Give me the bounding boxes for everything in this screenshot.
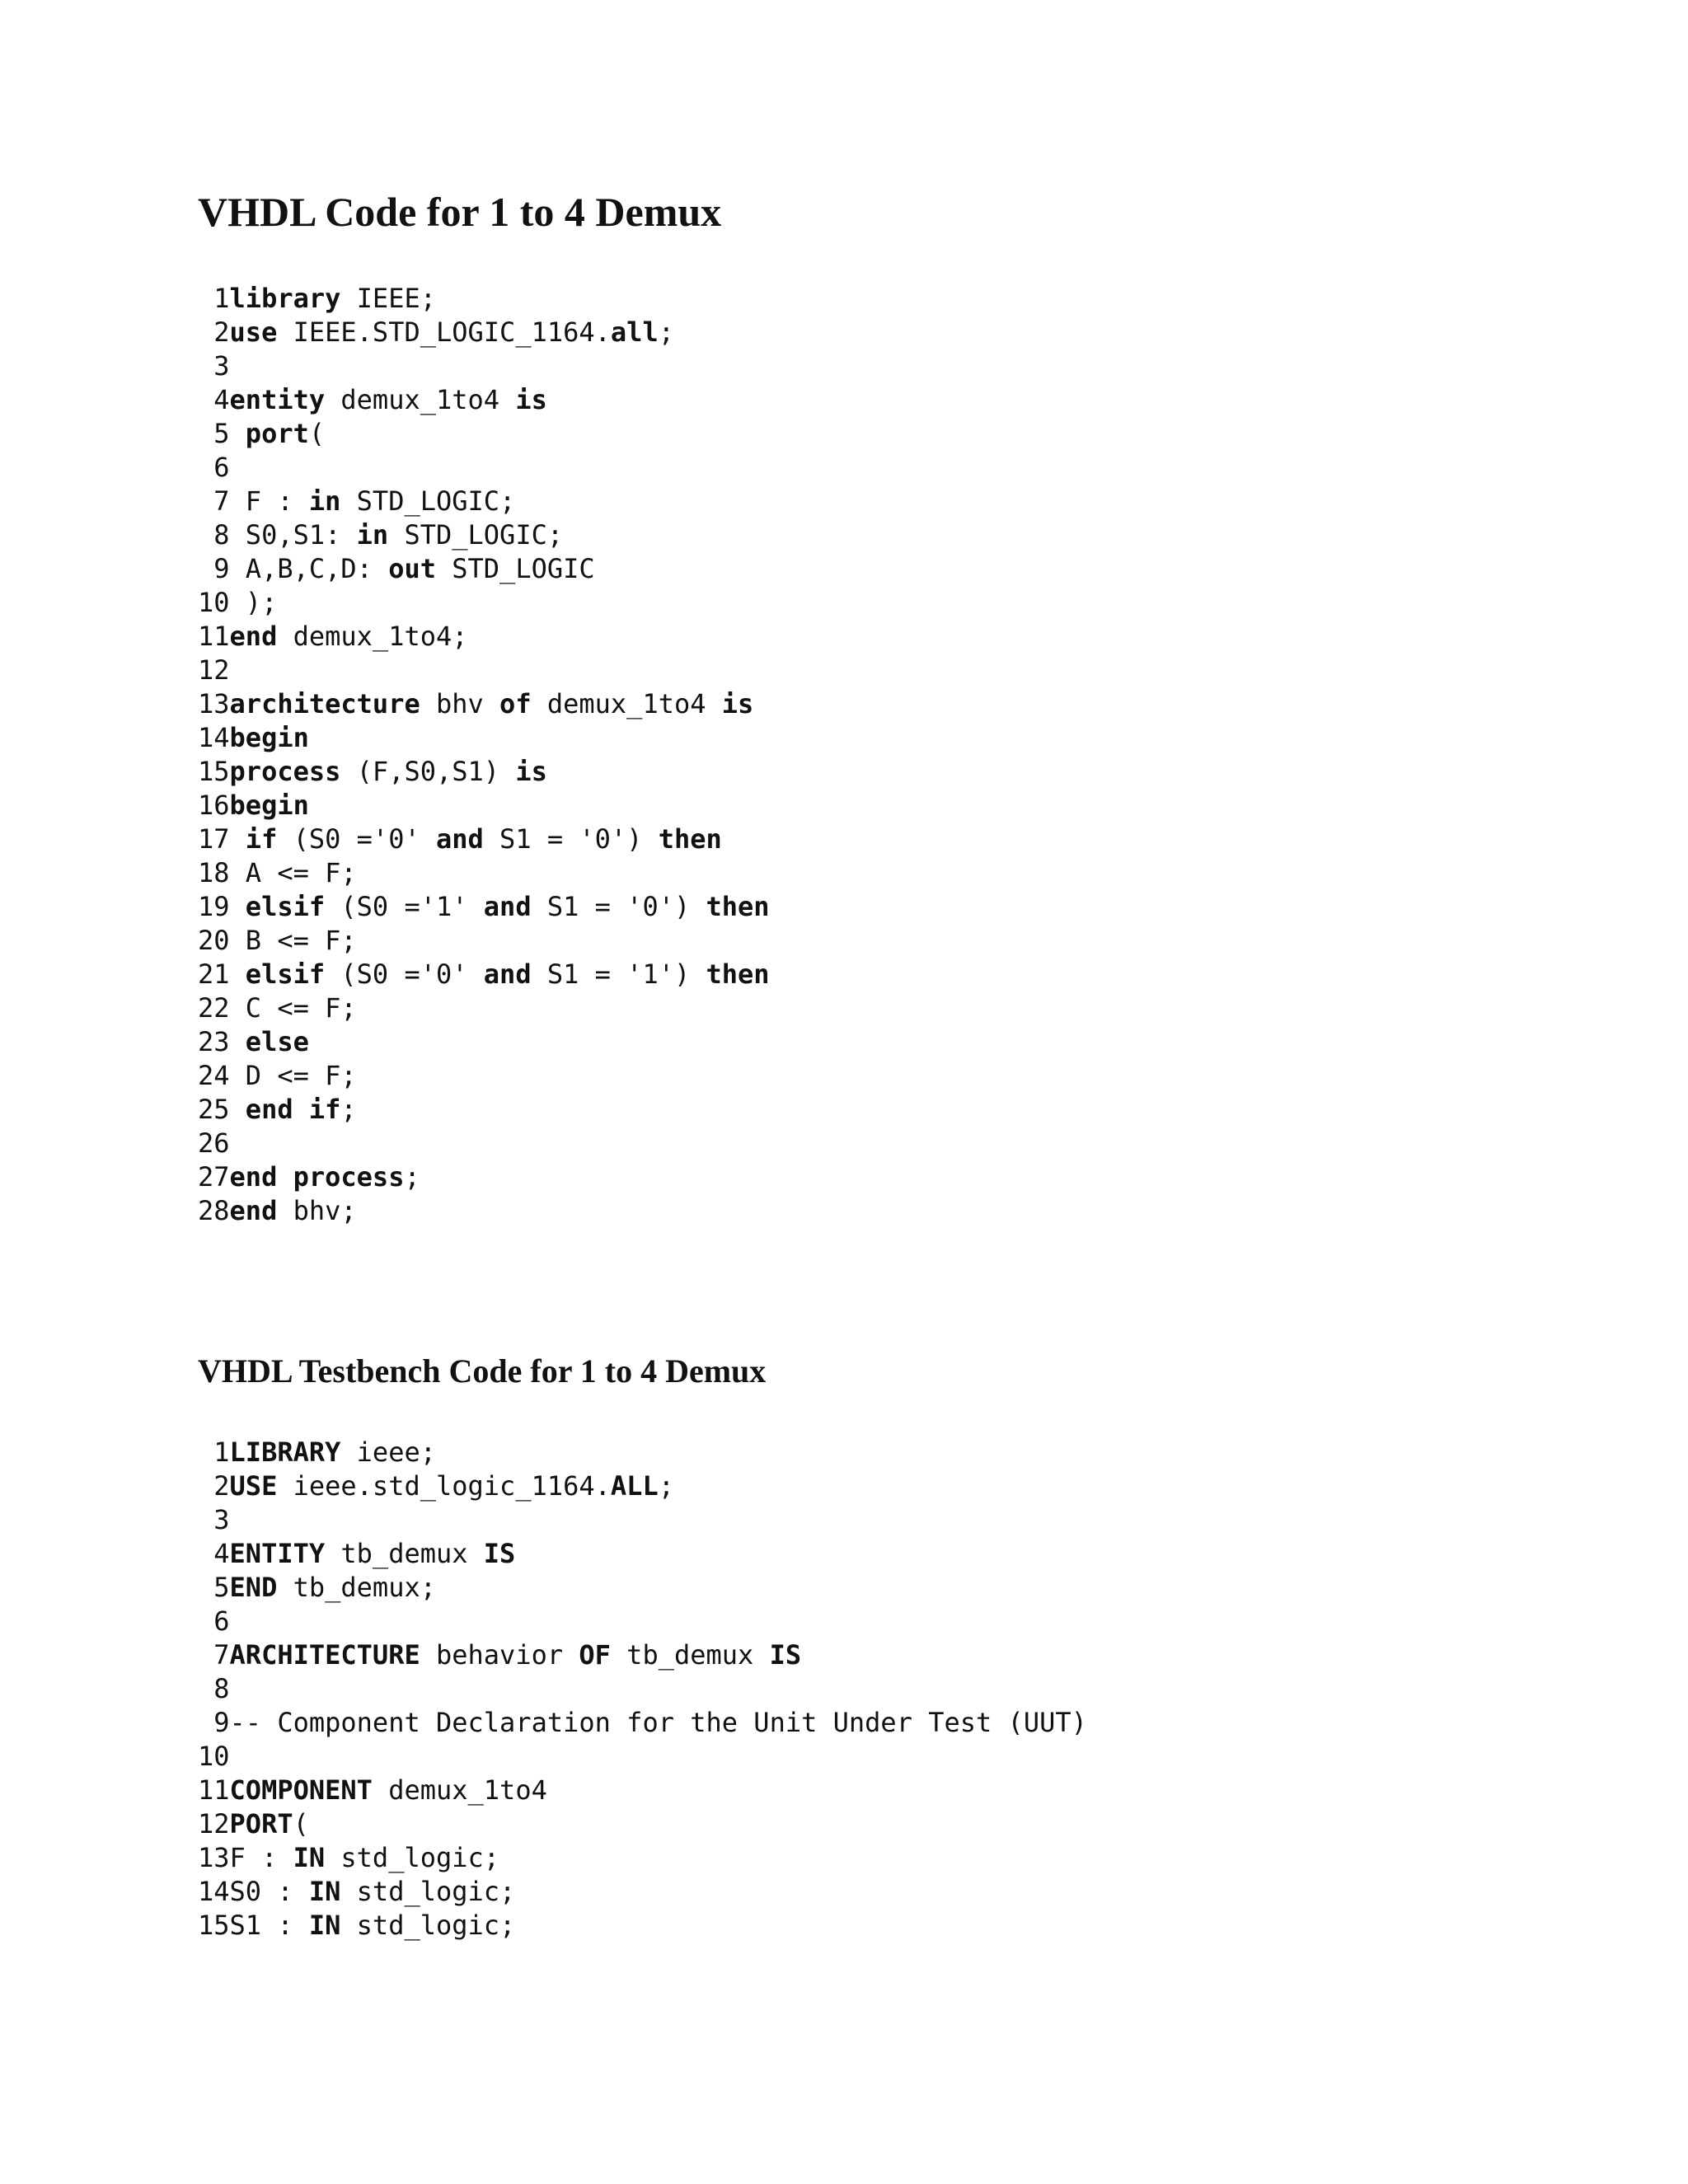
line-code: S0,S1: in STD_LOGIC; bbox=[229, 519, 564, 551]
code-line bbox=[198, 417, 770, 451]
line-number: 7 bbox=[213, 1639, 230, 1671]
keyword: end bbox=[229, 1195, 278, 1226]
keyword: use bbox=[229, 316, 278, 348]
section-title-testbench: VHDL Testbench Code for 1 to 4 Demux bbox=[198, 1352, 767, 1390]
keyword: end bbox=[229, 1161, 278, 1193]
keyword: ALL bbox=[610, 1470, 659, 1502]
keyword: PORT bbox=[229, 1808, 293, 1840]
line-number: 10 bbox=[198, 587, 230, 618]
code-line bbox=[198, 789, 770, 823]
code-line bbox=[198, 586, 770, 620]
line-number: 4 bbox=[213, 384, 230, 415]
code-line bbox=[198, 654, 770, 687]
line-number: 12 bbox=[198, 654, 230, 686]
line-code: S1 : IN std_logic; bbox=[229, 1910, 516, 1941]
line-code bbox=[230, 1025, 309, 1059]
line-number: 6 bbox=[213, 1605, 230, 1637]
keyword: end bbox=[245, 1094, 293, 1125]
code-line bbox=[198, 383, 770, 417]
code-line bbox=[198, 958, 770, 991]
keyword: is bbox=[515, 756, 547, 787]
line-number: 14 bbox=[198, 722, 230, 753]
code-line bbox=[198, 1059, 770, 1093]
keyword: IS bbox=[769, 1639, 802, 1671]
line-number: 18 bbox=[198, 857, 230, 888]
line-number: 14 bbox=[198, 1876, 230, 1907]
code-line bbox=[198, 349, 770, 383]
line-code: -- Component Declaration for the Unit Under Test (UUT) bbox=[229, 1707, 1087, 1738]
keyword: out bbox=[388, 553, 436, 584]
line-number: 13 bbox=[198, 688, 230, 719]
keyword: end bbox=[229, 621, 278, 652]
line-code: F : in STD_LOGIC; bbox=[229, 485, 516, 517]
line-code: S0 : IN std_logic; bbox=[229, 1876, 516, 1907]
line-code: end process; bbox=[229, 1161, 420, 1193]
line-code: end bhv; bbox=[229, 1195, 357, 1226]
keyword: OF bbox=[579, 1639, 611, 1671]
line-code bbox=[230, 721, 309, 755]
code-line bbox=[198, 721, 770, 755]
section-title-demux: VHDL Code for 1 to 4 Demux bbox=[198, 189, 722, 235]
code-block-demux bbox=[198, 282, 770, 1228]
line-number: 6 bbox=[213, 452, 230, 483]
line-number: 11 bbox=[198, 1774, 230, 1806]
line-number: 1 bbox=[213, 1436, 230, 1468]
keyword: IN bbox=[308, 1876, 341, 1907]
keyword: ARCHITECTURE bbox=[229, 1639, 420, 1671]
line-code bbox=[230, 789, 309, 823]
code-line bbox=[198, 1672, 1087, 1706]
keyword: and bbox=[435, 823, 484, 855]
line-code: port( bbox=[245, 418, 326, 449]
code-line bbox=[198, 991, 770, 1025]
line-number: 20 bbox=[198, 925, 230, 956]
code-line bbox=[198, 518, 770, 552]
code-line bbox=[198, 1436, 1087, 1469]
code-line bbox=[198, 1127, 770, 1160]
keyword: all bbox=[610, 316, 659, 348]
keyword: then bbox=[706, 958, 770, 990]
line-code: A <= F; bbox=[229, 857, 357, 888]
code-line bbox=[198, 1774, 1087, 1807]
keyword: entity bbox=[229, 384, 326, 415]
keyword: architecture bbox=[229, 688, 420, 719]
line-number: 23 bbox=[198, 1026, 230, 1057]
code-line bbox=[198, 1605, 1087, 1638]
code-line bbox=[198, 282, 770, 316]
line-number: 25 bbox=[198, 1094, 230, 1125]
keyword: in bbox=[356, 519, 389, 551]
code-line bbox=[198, 1503, 1087, 1537]
line-number: 16 bbox=[198, 790, 230, 821]
line-code: if (S0 ='0' and S1 = '0') then bbox=[245, 823, 722, 855]
keyword: ENTITY bbox=[229, 1538, 326, 1569]
keyword: else bbox=[245, 1026, 309, 1057]
line-number: 28 bbox=[198, 1195, 230, 1226]
code-line bbox=[198, 755, 770, 789]
keyword: begin bbox=[229, 722, 309, 753]
line-code: LIBRARY ieee; bbox=[229, 1436, 436, 1468]
code-line bbox=[198, 1909, 1087, 1943]
code-line bbox=[198, 451, 770, 485]
code-line bbox=[198, 890, 770, 924]
line-code: ); bbox=[229, 587, 278, 618]
line-code: F : IN std_logic; bbox=[229, 1842, 500, 1873]
code-line bbox=[198, 620, 770, 654]
keyword: LIBRARY bbox=[229, 1436, 341, 1468]
line-number: 15 bbox=[198, 756, 230, 787]
keyword: USE bbox=[229, 1470, 278, 1502]
line-number: 9 bbox=[213, 553, 230, 584]
keyword: library bbox=[229, 283, 341, 314]
line-number: 19 bbox=[198, 891, 230, 922]
line-code: COMPONENT demux_1to4 bbox=[229, 1774, 547, 1806]
keyword: port bbox=[245, 418, 309, 449]
code-line bbox=[198, 316, 770, 349]
line-number: 1 bbox=[213, 283, 230, 314]
line-code: use IEEE.STD_LOGIC_1164.all; bbox=[229, 316, 674, 348]
code-line bbox=[198, 1638, 1087, 1672]
code-line bbox=[198, 924, 770, 958]
line-number: 17 bbox=[198, 823, 230, 855]
line-code: elsif (S0 ='0' and S1 = '1') then bbox=[245, 958, 770, 990]
keyword: process bbox=[293, 1161, 405, 1193]
line-number: 8 bbox=[213, 1673, 230, 1704]
line-number: 4 bbox=[213, 1538, 230, 1569]
line-number: 27 bbox=[198, 1161, 230, 1193]
line-number: 9 bbox=[213, 1707, 230, 1738]
line-code: C <= F; bbox=[229, 992, 357, 1024]
keyword: is bbox=[515, 384, 547, 415]
line-code: D <= F; bbox=[229, 1060, 357, 1091]
code-line bbox=[198, 1740, 1087, 1774]
line-code: entity demux_1to4 is bbox=[229, 384, 547, 415]
line-number: 12 bbox=[198, 1808, 230, 1840]
code-line bbox=[198, 552, 770, 586]
line-code: library IEEE; bbox=[229, 283, 436, 314]
code-line bbox=[198, 687, 770, 721]
line-code: USE ieee.std_logic_1164.ALL; bbox=[229, 1470, 674, 1502]
line-code: process (F,S0,S1) is bbox=[229, 756, 547, 787]
code-line bbox=[198, 1807, 1087, 1841]
keyword: and bbox=[483, 891, 532, 922]
line-number: 21 bbox=[198, 958, 230, 990]
line-number: 26 bbox=[198, 1127, 230, 1159]
line-number: 2 bbox=[213, 1470, 230, 1502]
line-number: 3 bbox=[213, 350, 230, 382]
code-line bbox=[198, 1194, 770, 1228]
keyword: then bbox=[706, 891, 770, 922]
keyword: is bbox=[721, 688, 754, 719]
keyword: process bbox=[229, 756, 341, 787]
line-number: 5 bbox=[213, 418, 230, 449]
line-number: 2 bbox=[213, 316, 230, 348]
line-code: ARCHITECTURE behavior OF tb_demux IS bbox=[229, 1639, 802, 1671]
line-number: 8 bbox=[213, 519, 230, 551]
keyword: IN bbox=[293, 1842, 326, 1873]
code-line bbox=[198, 1706, 1087, 1740]
line-code: ENTITY tb_demux IS bbox=[229, 1538, 516, 1569]
line-code: A,B,C,D: out STD_LOGIC bbox=[229, 553, 595, 584]
line-number: 15 bbox=[198, 1910, 230, 1941]
line-number: 10 bbox=[198, 1741, 230, 1772]
code-line bbox=[198, 1571, 1087, 1605]
keyword: in bbox=[308, 485, 341, 517]
code-line bbox=[198, 1537, 1087, 1571]
keyword: and bbox=[483, 958, 532, 990]
keyword: begin bbox=[229, 790, 309, 821]
line-number: 3 bbox=[213, 1504, 230, 1535]
code-line bbox=[198, 1469, 1087, 1503]
keyword: then bbox=[658, 823, 722, 855]
line-number: 11 bbox=[198, 621, 230, 652]
keyword: elsif bbox=[245, 958, 326, 990]
line-number: 13 bbox=[198, 1842, 230, 1873]
keyword: if bbox=[308, 1094, 341, 1125]
code-line bbox=[198, 856, 770, 890]
line-number: 5 bbox=[213, 1572, 230, 1603]
code-line bbox=[198, 1875, 1087, 1909]
code-block-testbench bbox=[198, 1436, 1087, 1943]
keyword: IS bbox=[483, 1538, 516, 1569]
line-code: B <= F; bbox=[229, 925, 357, 956]
line-code: end demux_1to4; bbox=[229, 621, 468, 652]
keyword: COMPONENT bbox=[229, 1774, 373, 1806]
line-code: end if; bbox=[245, 1094, 357, 1125]
code-line bbox=[198, 1841, 1087, 1875]
keyword: if bbox=[245, 823, 278, 855]
line-number: 24 bbox=[198, 1060, 230, 1091]
line-code: PORT( bbox=[229, 1808, 309, 1840]
code-line bbox=[198, 1093, 770, 1127]
line-code: architecture bhv of demux_1to4 is bbox=[229, 688, 754, 719]
keyword: END bbox=[229, 1572, 278, 1603]
keyword: of bbox=[499, 688, 532, 719]
line-code: elsif (S0 ='1' and S1 = '0') then bbox=[245, 891, 770, 922]
code-line bbox=[198, 1025, 770, 1059]
keyword: IN bbox=[308, 1910, 341, 1941]
keyword: elsif bbox=[245, 891, 326, 922]
line-number: 22 bbox=[198, 992, 230, 1024]
code-line bbox=[198, 823, 770, 856]
line-code: END tb_demux; bbox=[229, 1572, 436, 1603]
code-line bbox=[198, 485, 770, 518]
code-line bbox=[198, 1160, 770, 1194]
line-number: 7 bbox=[213, 485, 230, 517]
